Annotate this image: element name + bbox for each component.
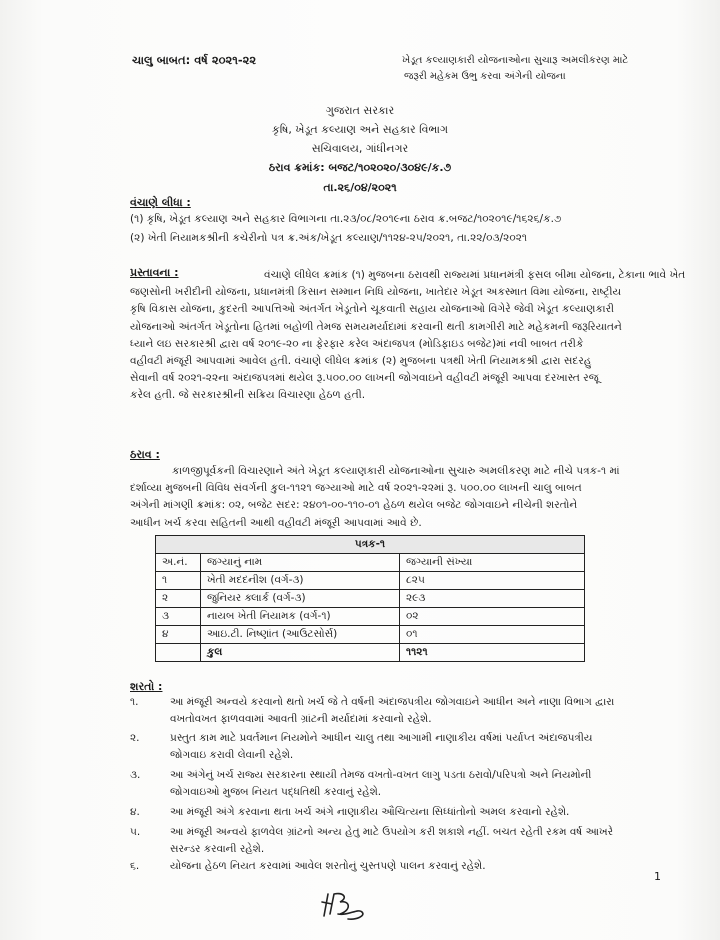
conditions-heading: શરતો : (130, 680, 163, 693)
government-name: ગુજરાત સરકાર (325, 104, 395, 117)
preamble-body (130, 267, 685, 405)
condition-number: ૪. (130, 806, 140, 818)
header-post-count: જગ્યાની સંખ્યા (400, 554, 585, 572)
condition-line: પ્રસ્તુત કામ માટે પ્રવર્તમાન નિયમોને આધીન ચાલુ તથા આગામી નાણાકીય વર્ષમાં પર્યાપ્ત અંદાજપત્રીય (170, 732, 593, 744)
condition-item-2 (170, 730, 592, 764)
condition-line: યોજના હેઠળ નિયત કરવામાં આવેલ શરતોનું ચુસ્તપણે પાલન કરવાનું રહેશે. (170, 860, 486, 872)
condition-item-3 (170, 767, 591, 801)
row-post-name: નાયબ ખેતી નિયામક (વર્ગ-૧) (201, 608, 400, 626)
resolution-line: અંગેની માંગણી ક્રમાંક: ૦૨, બજેટ સદર: ૨૪૦૧-૦૦-૧૧૦-૦૧ હેઠળ થયેલ બજેટ જોગવાઇને નીચેની શરતોને (130, 499, 578, 512)
preamble-line: ધ્યાને લઇ સરકારશ્રી દ્વારા વર્ષ ૨૦૧૯-૨૦ ના ફેરફાર કરેલ અંદાજપત્ર (મોડિફાઇડ બજેટ)માં નવી બાબત તરીકે (130, 337, 584, 350)
preamble-line: યોજનાઓ અંતર્ગત ખેડૂતોના હિતમાં બહોળી તેમજ સમયમર્યાદામાં કરવાની થતી કામગીરી માટે મહેકમની જરૂરિયાતને (130, 320, 622, 333)
preamble-heading: પ્રસ્તાવના : (130, 266, 179, 279)
reference-item-2: (૨) ખેતી નિયામકશ્રીની કચેરીનો પત્ર ક્ર.અંક/ખેડૂત કલ્યાણ/૧૧૨૪-૨૫/૨૦૨૧, તા.૨૨/૦૩/૨૦૨૧ (130, 232, 528, 244)
resolution-line: આધીન ખર્ચ કરવા સહિતની આથી વહીવટી મંજૂરી આપવામાં આવે છે. (130, 516, 422, 529)
row-serial: ૪ (156, 626, 201, 644)
row-serial: ૧ (156, 572, 201, 590)
department-name: કૃષિ, ખેડૂત કલ્યાણ અને સહકાર વિભાગ (271, 123, 449, 136)
references-heading: વંચાણે લીધા : (130, 196, 191, 209)
resolution-number: ઠરાવ ક્રમાંક: બજટ/૧૦૨૦૨૦/૩૦૪૯/ક.૭ (268, 161, 452, 174)
total-empty-cell (156, 644, 201, 662)
preamble-line: કૃષિ વિકાસ યોજના, કુદરતી આપત્તિઓ અંતર્ગત ખેડૂતોને ચૂકવાતી સહાય યોજનાઓ વિગેરે જેવી ખેડૂત કલ્યાણકારી (130, 303, 615, 316)
condition-item-5 (170, 824, 613, 858)
preamble-line: કરેલ હતી. જે સરકારશ્રીની સક્રિય વિચારણા હેઠળ હતી. (130, 389, 366, 402)
row-post-count: ૦૧ (400, 626, 585, 644)
header-title-line-2: જરૂરી મહેકમ ઉભુ કરવા અંગેની યોજના (404, 71, 566, 82)
row-post-name: જુનિયર ક્લાર્ક (વર્ગ-૩) (201, 590, 400, 608)
condition-number: ૨. (130, 732, 140, 744)
page-number: 1 (654, 870, 661, 883)
condition-line: આ મંજૂરી અન્વયે કરવાનો થતો ખર્ચ જે તે વર્ષની અંદાજપત્રીય જોગવાઇને આધીન અને નાણા વિભાગ દ્વારા (170, 696, 615, 708)
row-post-count: ૮૨૫ (400, 572, 585, 590)
resolution-heading: ઠરાવ : (130, 448, 160, 461)
condition-line: આ મંજૂરી અન્વયે ફાળવેલ ગ્રાંટનો અન્ય હેતુ માટે ઉપયોગ કરી શકાશે નહીં. બચત રહેતી રકમ વર્ષ આખરે (170, 826, 614, 838)
condition-item-1 (170, 694, 614, 728)
condition-line: આ અંગેનું ખર્ચ રાજ્ય સરકારના સ્થાયી તેમજ વખતો-વખત લાગુ પડતા ઠરાવો/પરિપત્રો અને નિયમોની (170, 769, 592, 781)
condition-line: જોગવાઇ કરાવી લેવાની રહેશે. (170, 749, 294, 761)
condition-line: સરન્ડર કરવાની રહેશે. (170, 843, 265, 855)
resolution-date: તા.૨૬/૦૪/૨૦૨૧ (323, 181, 397, 194)
table-row (156, 572, 585, 590)
preamble-line: વહીવટી મંજૂરી આપવામાં આવેલ હતી. વંચાણે લીધેલ ક્રમાંક (૨) મુજબના પત્રથી ખેતી નિયામકશ્રી દ્વારા સદરહુ (130, 355, 592, 368)
reference-item-1: (૧) કૃષિ, ખેડૂત કલ્યાણ અને સહકાર વિભાગના તા.૨૩/૦૮/૨૦૧૯ના ઠરાવ ક્ર.બજટ/૧૦૨૦૧૯/૧૬૨૬/ક.૭ (130, 213, 562, 225)
header-post-name: જગ્યાનું નામ (201, 554, 400, 572)
row-post-count: ૦૨ (400, 608, 585, 626)
row-serial: ૩ (156, 608, 201, 626)
row-post-name: આઇ.ટી. નિષ્ણાંત (આઉટસોર્સ) (201, 626, 400, 644)
table-row (156, 626, 585, 644)
table-row (156, 590, 585, 608)
condition-number: ૬. (130, 860, 140, 872)
signature-mark (318, 886, 378, 926)
table-title: પત્રક-૧ (156, 536, 585, 554)
row-post-count: ૨૯૩ (400, 590, 585, 608)
header-serial: અ.નં. (156, 554, 201, 572)
table-total-row (156, 644, 585, 662)
row-serial: ૨ (156, 590, 201, 608)
posts-table (155, 535, 585, 662)
row-post-name: ખેતી મદદનીશ (વર્ગ-૩) (201, 572, 400, 590)
total-value: ૧૧૨૧ (400, 644, 585, 662)
header-subject: ચાલુ બાબત: વર્ષ ૨૦૨૧-૨૨ (132, 53, 257, 67)
table-row (156, 608, 585, 626)
condition-number: ૧. (130, 696, 139, 708)
condition-item-4 (170, 804, 569, 821)
condition-line: આ મંજૂરી અંગે કરવાના થતા ખર્ચ અંગે નાણાકીય ઔચિત્યના સિધ્ધાંતોનો અમલ કરવાનો રહેશે. (170, 806, 570, 818)
total-label: કુલ (201, 644, 400, 662)
resolution-line: દર્શાવ્યા મુજબની વિવિધ સંવર્ગની કુલ-૧૧૨૧ જગ્યાઓ માટે વર્ષ ૨૦૨૧-૨૨માં રૂ. ૫૦૦.૦૦ લાખની ચાલુ બાબત (130, 482, 582, 495)
resolution-line: કાળજીપૂર્વકની વિચારણાને અંતે ખેડૂત કલ્યાણકારી યોજનાઓના સુચારુ અમલીકરણ માટે નીચે પત્રક-૧ માં (172, 465, 620, 477)
condition-line: જોગવાઇઓ મુજબ નિયત પદ્ધતિથી કરવાનું રહેશે. (170, 786, 382, 798)
header-title-line-1: ખેડૂત કલ્યાણકારી યોજનાઓના સુચારૂ અમલીકરણ માટે (402, 55, 629, 66)
condition-number: ૩. (130, 769, 141, 781)
preamble-line: વંચાણે લીધેલ ક્રમાંક (૧) મુજબના ઠરાવથી રાજ્યમાં પ્રધાનમંત્રી ફસલ બીમા યોજના, ટેકાના ભાવે ખેત (264, 269, 686, 281)
resolution-body (130, 463, 620, 532)
preamble-line: જણસોની ખરીદીની યોજના, પ્રધાનમંત્રી કિસાન સમ્માન નિધિ યોજના, ખાતેદાર ખેડૂત અકસ્માત વિમા યોજના, રાષ્ટ્રીય (130, 286, 622, 299)
preamble-line: સેવાની વર્ષ ૨૦૨૧-૨૨ના અંદાજપત્રમાં થયેલ રૂ.૫૦૦.૦૦ લાખની જોગવાઇને વહીવટી મંજૂરી આપવા દરખાસ્ત રજૂ (130, 372, 599, 385)
condition-item-6 (170, 858, 486, 875)
condition-number: ૫. (130, 826, 141, 838)
office-location: સચિવાલય, ગાંધીનગર (311, 142, 409, 155)
table-header-row (156, 554, 585, 572)
condition-line: વખતોવખત ફાળવવામાં આવતી ગ્રાંટની મર્યાદામાં કરવાનો રહેશે. (170, 713, 432, 725)
